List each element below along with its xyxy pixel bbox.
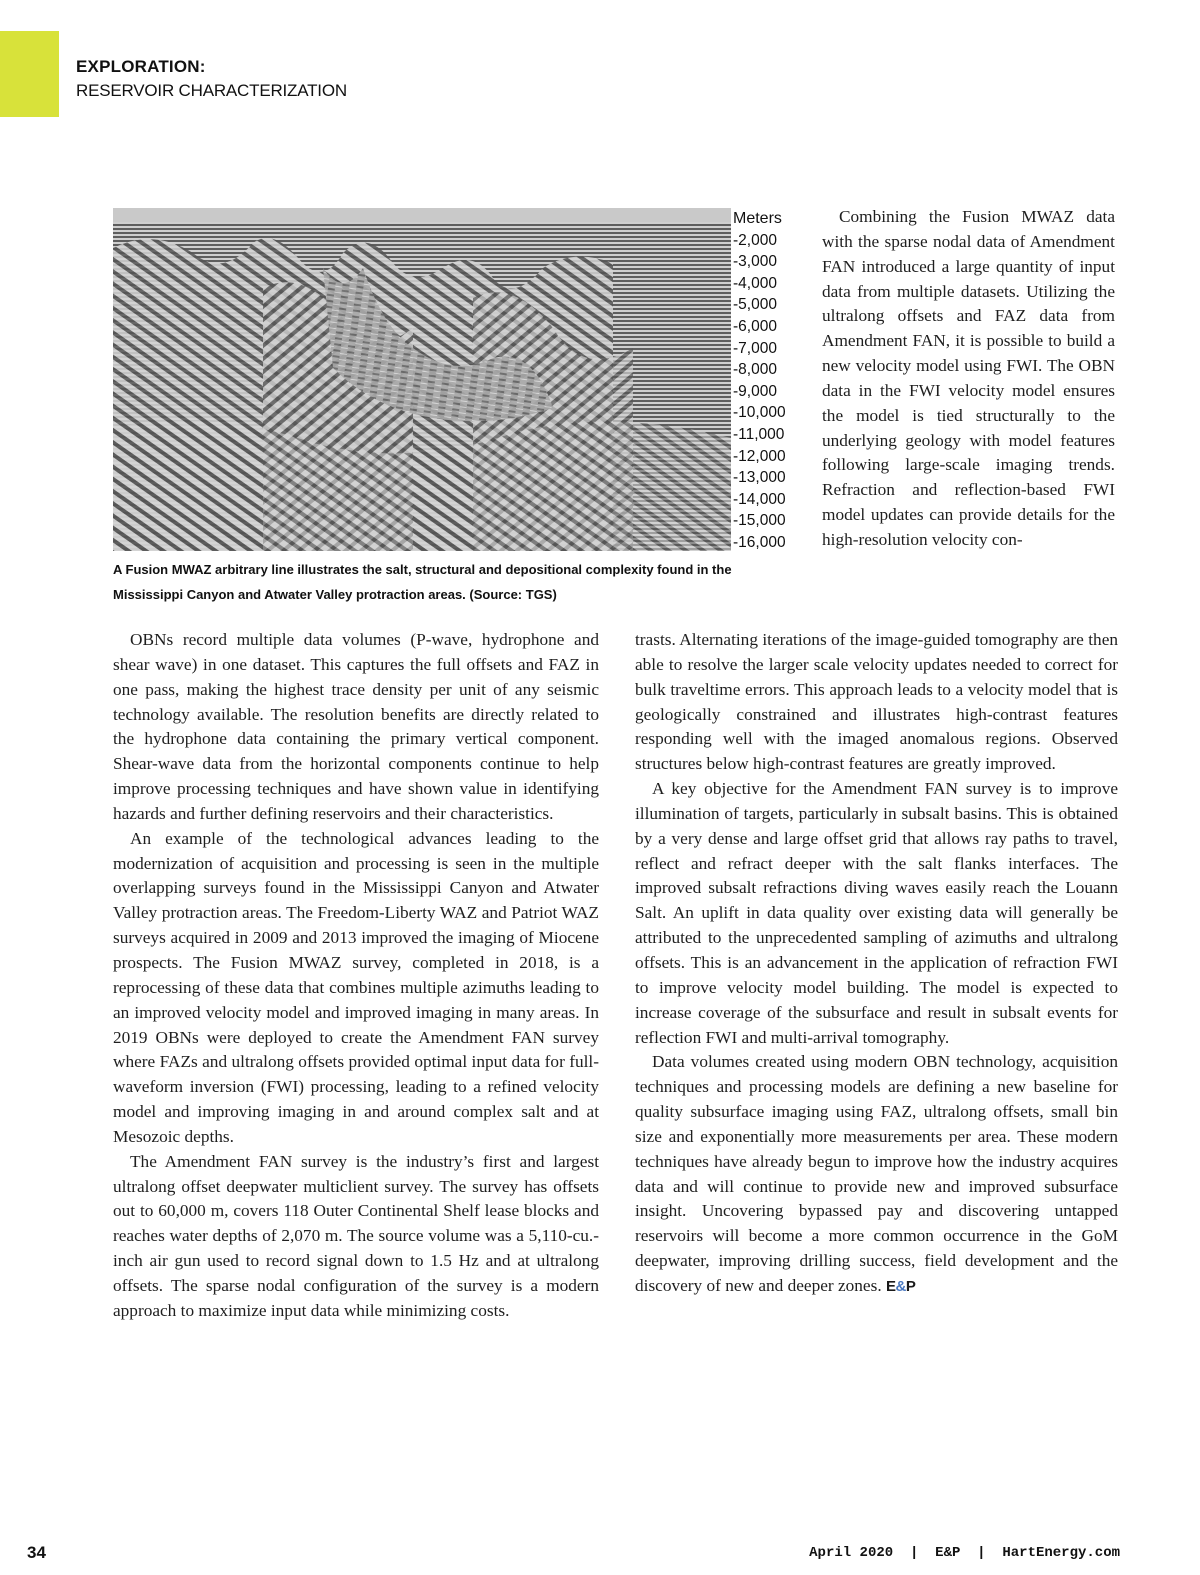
section-color-tab xyxy=(0,31,59,117)
depth-label: -16,000 xyxy=(733,533,786,551)
depth-label: -12,000 xyxy=(733,447,786,465)
seismic-image xyxy=(113,208,731,551)
paragraph-final-text: Data volumes created using modern OBN technology, acquisition techniques and processing models are defining a new baseline for quality subsurface imaging using FAZ, ultralong offsets, small bin size and exponentially more measurements per area. These modern techniques have already begun to improve how the industry acquires data and will continue to provide new and improved subsurface insight. Uncovering bypassed pay and discovering untapped reservoirs will become a more common occurrence in the GoM deepwater, improving drilling success, field development and the discovery of new and deeper zones. xyxy=(635,1052,1118,1295)
article-column-right-top xyxy=(822,205,1115,553)
depth-label: -14,000 xyxy=(733,490,786,508)
paragraph-final xyxy=(635,1050,1118,1299)
depth-label: -2,000 xyxy=(733,231,777,249)
depth-scale xyxy=(733,208,786,554)
depth-label: -5,000 xyxy=(733,296,777,314)
depth-label: -8,000 xyxy=(733,361,777,379)
article-column-right xyxy=(635,628,1118,1300)
paragraph: Combining the Fusion MWAZ data with the sparse nodal data of Amendment FAN introduced a large quantity of input data from multiple datasets. Utilizing the ultralong offsets and FAZ data from Amendment FAN, it is possible to build a new velocity model using FWI. The OBN data in the FWI velocity model ensures the model is tied structurally to the underlying geology with model features following large-scale imaging trends. Refraction and reflection-based FWI model updates can provide details for the high-resolution velocity con- xyxy=(822,207,1115,549)
paragraph: OBNs record multiple data volumes (P-wave, hydrophone and shear wave) in one dataset. This captures the full offsets and FAZ in one pass, making the highest trace density per unit of any seismic technology available. The resolution benefits are directly related to the hydrophone data containing the primary vertical component. Shear-wave data from the horizontal components continue to help improve processing techniques and have shown value in identifying hazards and further defining reservoirs and their characteristics. xyxy=(113,630,599,823)
section-subtitle: RESERVOIR CHARACTERIZATION xyxy=(76,81,347,100)
depth-label: -9,000 xyxy=(733,382,777,400)
depth-label: -10,000 xyxy=(733,404,786,422)
depth-label: -7,000 xyxy=(733,339,777,357)
figure-caption: A Fusion MWAZ arbitrary line illustrates the salt, structural and depositional complexity found in the Mississippi Canyon and Atwater Valley protraction areas. (Source: TGS) xyxy=(113,562,732,602)
depth-scale-title: Meters xyxy=(733,210,782,227)
footer-issue: April 2020 | E&P | HartEnergy.com xyxy=(809,1545,1120,1561)
depth-label: -6,000 xyxy=(733,317,777,335)
seismic-image-graphic xyxy=(113,208,731,551)
depth-label: -13,000 xyxy=(733,469,786,487)
paragraph-continuation: trasts. Alternating iterations of the image-guided tomography are then able to resolve the larger scale velocity updates needed to correct for bulk traveltime errors. This approach leads to a velocity model that is geologically constrained and illustrates high-contrast features responding well with the imaged anomalous regions. Observed structures below high-contrast features are greatly improved. xyxy=(635,630,1118,774)
section-title: EXPLORATION: xyxy=(76,57,206,76)
depth-label: -3,000 xyxy=(733,253,777,271)
ep-end-logo: E&P xyxy=(885,1277,916,1295)
page-number: 34 xyxy=(27,1543,46,1562)
paragraph: A key objective for the Amendment FAN survey is to improve illumination of targets, particularly in subsalt basins. This is obtained by a very dense and large offset grid that allows ray paths to travel, reflect and refract deeper with the salt flanks interfaces. The improved subsalt refractions diving waves easily reach the Louann Salt. An uplift in data quality over existing data will generally be attributed to the unprecedented sampling of azimuths and ultralong offsets. This is an advancement in the application of refraction FWI to improve velocity model building. The model is expected to increase coverage of the subsurface and result in subsalt events for reflection FWI and multi-arrival tomography. xyxy=(635,779,1118,1047)
paragraph: The Amendment FAN survey is the industry’s first and largest ultralong offset deepwater multiclient survey. The survey has offsets out to 60,000 m, covers 118 Outer Continental Shelf lease blocks and reaches water depths of 2,070 m. The source volume was a 5,110-cu.-inch air gun used to record signal down to 1.5 Hz and at ultralong offsets. The sparse nodal configuration of the survey is a modern approach to maximize input data while minimizing costs. xyxy=(113,1151,599,1320)
depth-label: -4,000 xyxy=(733,274,777,292)
paragraph: An example of the technological advances leading to the modernization of acquisition and processing is seen in the multiple overlapping surveys found in the Mississippi Canyon and Atwater Valley protraction areas. The Freedom-Liberty WAZ and Patriot WAZ surveys acquired in 2009 and 2013 improved the imaging of Miocene prospects. The Fusion MWAZ survey, completed in 2018, is a reprocessing of these data that combines multiple azimuths leading to an improved velocity model and improved imaging in many areas. In 2019 OBNs were deployed to create the Amendment FAN survey where FAZs and ultralong offsets provided optimal input data for full-waveform inversion (FWI) processing, leading to a refined velocity model and improving imaging in and around complex salt and at Mesozoic depths. xyxy=(113,828,599,1146)
depth-label: -11,000 xyxy=(733,425,785,443)
depth-label: -15,000 xyxy=(733,512,786,530)
article-column-left xyxy=(113,628,599,1324)
